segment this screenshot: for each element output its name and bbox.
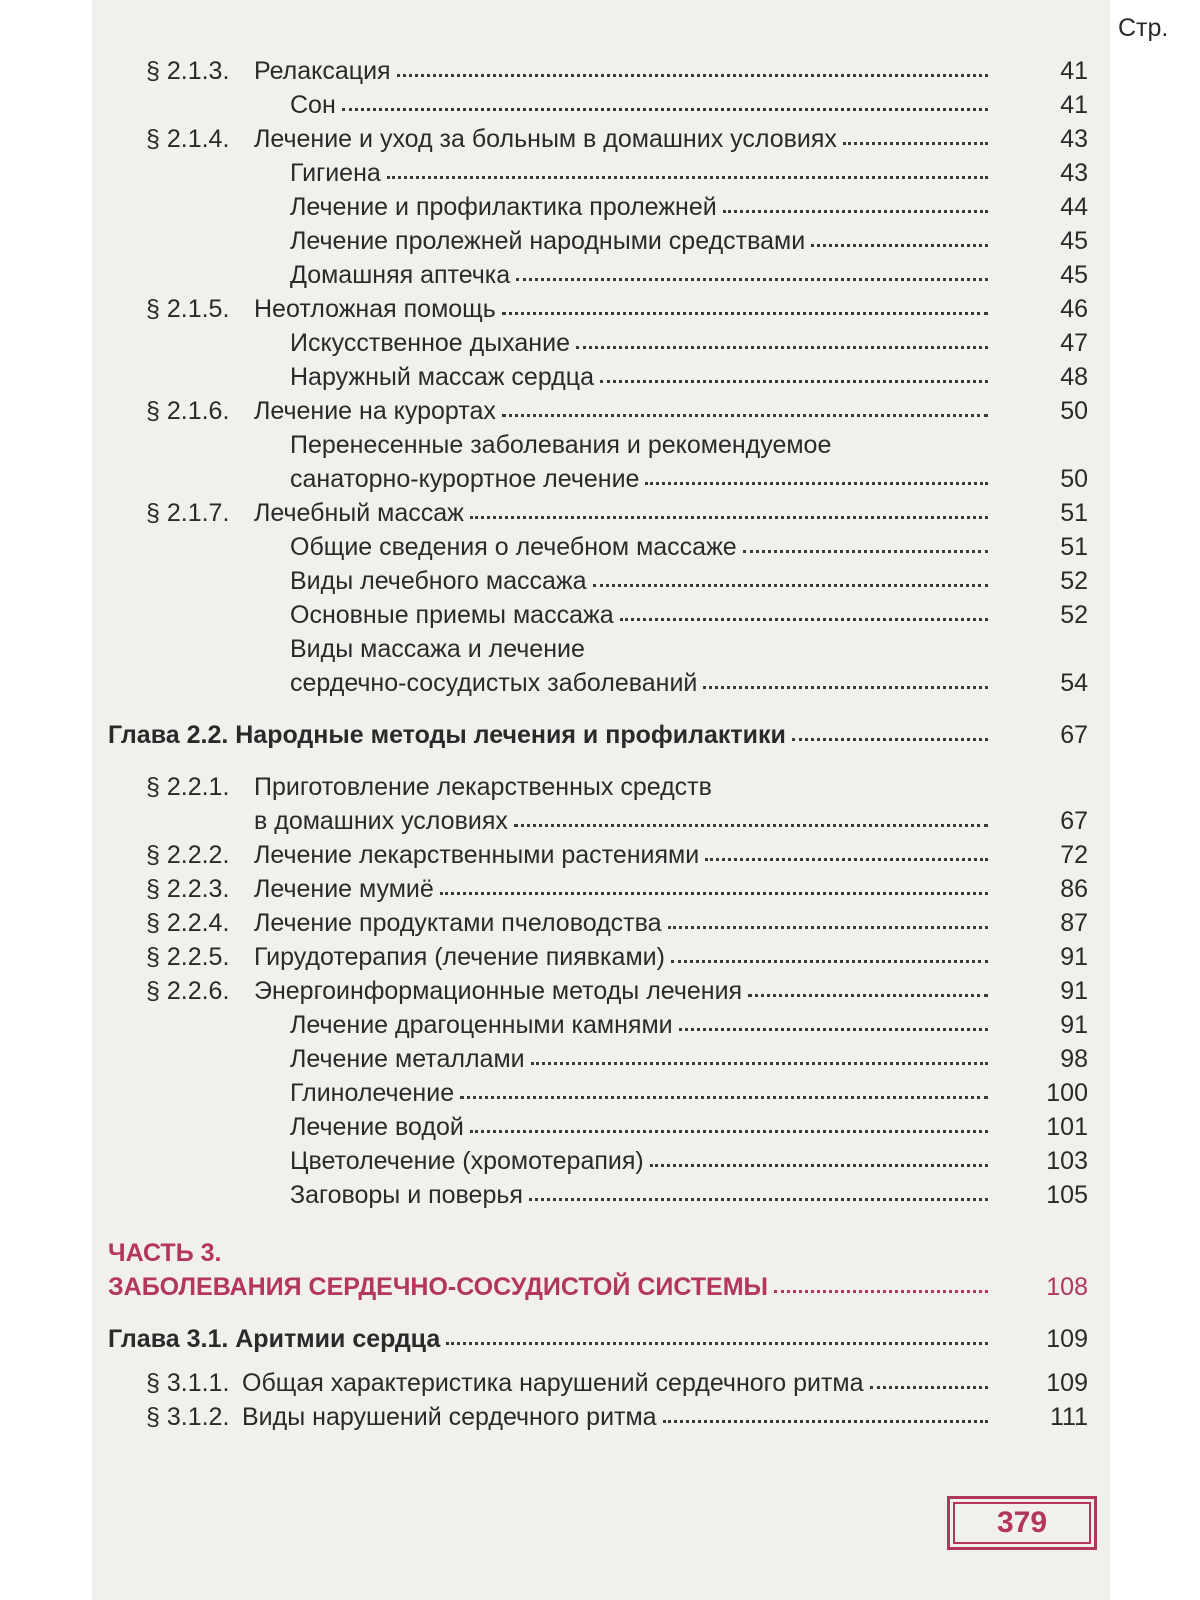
entry-title: Виды лечебного массажа — [290, 567, 587, 595]
toc-entry[interactable] — [92, 54, 1110, 88]
dot-leader — [593, 582, 988, 587]
page-number: 91 — [1060, 1011, 1088, 1039]
entry-title: Лечение водой — [290, 1113, 464, 1141]
dot-leader — [620, 616, 988, 621]
page-number: 45 — [1060, 227, 1088, 255]
chapter-entry[interactable] — [92, 1322, 1110, 1356]
section-number: § 2.1.6. — [146, 397, 230, 425]
page-number: 41 — [1060, 91, 1088, 119]
toc-subentry[interactable] — [92, 1076, 1110, 1110]
entry-title: Перенесенные заболевания и рекомендуемое — [290, 431, 832, 459]
section-number: § 2.1.7. — [146, 499, 230, 527]
dot-leader — [470, 514, 988, 519]
dot-leader — [703, 684, 988, 689]
page-number: 50 — [1060, 397, 1088, 425]
page-number: 108 — [1046, 1273, 1088, 1301]
dot-leader — [440, 890, 988, 895]
page-number: 54 — [1060, 669, 1088, 697]
entry-title: Виды нарушений сердечного ритма — [242, 1403, 657, 1431]
entry-title: Сон — [290, 91, 336, 119]
page-number: 103 — [1046, 1147, 1088, 1175]
page-number: 67 — [1060, 721, 1088, 749]
entry-title: Виды массажа и лечение — [290, 635, 585, 663]
dot-leader — [723, 208, 988, 213]
toc-subentry[interactable] — [92, 564, 1110, 598]
entry-title: Приготовление лекарственных средств — [254, 773, 712, 801]
page-number: 45 — [1060, 261, 1088, 289]
section-number: § 2.2.4. — [146, 909, 230, 937]
toc-entry-line1[interactable] — [92, 770, 1110, 804]
toc-entry[interactable] — [92, 838, 1110, 872]
section-number: § 2.1.4. — [146, 125, 230, 153]
dot-leader — [342, 106, 988, 111]
entry-title: Неотложная помощь — [254, 295, 496, 323]
dot-leader — [650, 1162, 988, 1167]
dot-leader — [387, 174, 988, 179]
chapter-entry[interactable] — [92, 718, 1110, 752]
page-number: 51 — [1060, 533, 1088, 561]
dot-leader — [446, 1340, 988, 1345]
page-number: 52 — [1060, 567, 1088, 595]
toc-subentry[interactable] — [92, 598, 1110, 632]
part-entry[interactable] — [92, 1270, 1110, 1304]
section-number: § 2.2.2. — [146, 841, 230, 869]
toc-subentry[interactable] — [92, 360, 1110, 394]
toc-subentry-line2[interactable] — [92, 666, 1110, 700]
entry-title: Цветолечение (хромотерапия) — [290, 1147, 644, 1175]
entry-title: Заговоры и поверья — [290, 1181, 523, 1209]
entry-title: Основные приемы массажа — [290, 601, 614, 629]
entry-title: санаторно-курортное лечение — [290, 465, 640, 493]
entry-title: Общая характеристика нарушений сердечного ритма — [242, 1369, 864, 1397]
dot-leader — [470, 1128, 988, 1133]
page-number-box: 379 — [947, 1496, 1097, 1550]
toc-subentry-line2[interactable] — [92, 462, 1110, 496]
dot-leader — [811, 242, 988, 247]
toc-subentry-line1[interactable] — [92, 428, 1110, 462]
entry-title: Лечение и уход за больным в домашних условиях — [254, 125, 837, 153]
entry-title: Наружный массаж сердца — [290, 363, 594, 391]
dot-leader — [679, 1026, 988, 1031]
page-number: 51 — [1060, 499, 1088, 527]
entry-title: Лечебный массаж — [254, 499, 464, 527]
page-number: 100 — [1046, 1079, 1088, 1107]
toc-subentry[interactable] — [92, 1144, 1110, 1178]
section-number: § 3.1.2. — [146, 1403, 230, 1431]
dot-leader — [843, 140, 988, 145]
toc-entry[interactable] — [92, 1400, 1110, 1434]
dot-leader — [600, 378, 988, 383]
chapter-title: Глава 2.2. Народные методы лечения и профилактики — [108, 721, 786, 749]
entry-title: в домашних условиях — [254, 807, 508, 835]
page-number: 43 — [1060, 159, 1088, 187]
page-number: 67 — [1060, 807, 1088, 835]
toc-subentry[interactable] — [92, 326, 1110, 360]
toc-subentry[interactable] — [92, 1042, 1110, 1076]
page-number: 48 — [1060, 363, 1088, 391]
dot-leader — [516, 276, 988, 281]
page-column-label: Стр. — [1118, 14, 1169, 42]
entry-title: Лечение драгоценными камнями — [290, 1011, 673, 1039]
page-number: 52 — [1060, 601, 1088, 629]
entry-title: Гигиена — [290, 159, 381, 187]
page-number: 87 — [1060, 909, 1088, 937]
entry-title: Лечение мумиё — [254, 875, 434, 903]
dot-leader — [502, 412, 988, 417]
page-number: 111 — [1049, 1403, 1088, 1431]
entry-title: Лечение продуктами пчеловодства — [254, 909, 662, 937]
entry-title: Лечение на курортах — [254, 397, 496, 425]
section-number: § 2.1.5. — [146, 295, 230, 323]
toc-subentry[interactable] — [92, 1008, 1110, 1042]
page-number: 47 — [1060, 329, 1088, 357]
dot-leader — [668, 924, 988, 929]
section-number: § 3.1.1. — [146, 1369, 230, 1397]
entry-title: Гирудотерапия (лечение пиявками) — [254, 943, 665, 971]
toc-subentry-line1[interactable] — [92, 632, 1110, 666]
entry-title: Домашняя аптечка — [290, 261, 511, 289]
page-number: 105 — [1046, 1181, 1088, 1209]
dot-leader — [870, 1384, 989, 1389]
toc-entry[interactable] — [92, 292, 1110, 326]
page-number: 86 — [1060, 875, 1088, 903]
dot-leader — [645, 480, 988, 485]
toc-entry[interactable] — [92, 974, 1110, 1008]
entry-title: Лечение металлами — [290, 1045, 525, 1073]
entry-title: Энергоинформационные методы лечения — [254, 977, 743, 1005]
toc-entry[interactable] — [92, 872, 1110, 906]
page-number: 91 — [1060, 977, 1088, 1005]
toc-entry[interactable] — [92, 122, 1110, 156]
toc-subentry[interactable] — [92, 1178, 1110, 1212]
toc-subentry[interactable] — [92, 190, 1110, 224]
dot-leader — [460, 1094, 988, 1099]
book-page — [92, 0, 1169, 1600]
page-number: 43 — [1060, 125, 1088, 153]
dot-leader — [748, 992, 988, 997]
dot-leader — [576, 344, 988, 349]
part-heading: ЧАСТЬ 3. — [108, 1239, 222, 1267]
page-number: 98 — [1060, 1045, 1088, 1073]
entry-title: сердечно-сосудистых заболеваний — [290, 669, 698, 697]
dot-leader — [705, 856, 988, 861]
entry-title: Лечение пролежней народными средствами — [290, 227, 806, 255]
section-number: § 2.2.1. — [146, 773, 230, 801]
toc-entry[interactable] — [92, 906, 1110, 940]
page-number: 50 — [1060, 465, 1088, 493]
dot-leader — [663, 1418, 988, 1423]
entry-title: Искусственное дыхание — [290, 329, 570, 357]
page-number: 72 — [1060, 841, 1088, 869]
section-number: § 2.2.3. — [146, 875, 230, 903]
toc-entry[interactable] — [92, 394, 1110, 428]
dot-leader — [792, 736, 988, 741]
dot-leader — [502, 310, 988, 315]
page-number: 109 — [1046, 1369, 1088, 1397]
entry-title: Лечение и профилактика пролежней — [290, 193, 717, 221]
toc-entry-line2[interactable] — [92, 804, 1110, 838]
entry-title: Лечение лекарственными растениями — [254, 841, 700, 869]
dot-leader — [774, 1288, 988, 1293]
page-number: 91 — [1060, 943, 1088, 971]
entry-title: Релаксация — [254, 57, 391, 85]
dot-leader — [514, 822, 988, 827]
entry-title: Глинолечение — [290, 1079, 455, 1107]
page-number: 41 — [1060, 57, 1088, 85]
page-number: 101 — [1046, 1113, 1088, 1141]
chapter-title: Глава 3.1. Аритмии сердца — [108, 1325, 441, 1353]
page-number: 46 — [1060, 295, 1088, 323]
toc-entry[interactable] — [92, 1366, 1110, 1400]
dot-leader — [671, 958, 988, 963]
toc-subentry[interactable] — [92, 224, 1110, 258]
page-number: 44 — [1060, 193, 1088, 221]
part-title: ЗАБОЛЕВАНИЯ СЕРДЕЧНО-СОСУДИСТОЙ СИСТЕМЫ — [108, 1273, 769, 1301]
toc-subentry[interactable] — [92, 88, 1110, 122]
dot-leader — [397, 72, 988, 77]
section-number: § 2.1.3. — [146, 57, 230, 85]
page-number: 109 — [1046, 1325, 1088, 1353]
dot-leader — [529, 1196, 988, 1201]
dot-leader — [531, 1060, 988, 1065]
toc-subentry[interactable] — [92, 156, 1110, 190]
toc-entry[interactable] — [92, 496, 1110, 530]
toc-subentry[interactable] — [92, 1110, 1110, 1144]
toc-subentry[interactable] — [92, 530, 1110, 564]
section-number: § 2.2.6. — [146, 977, 230, 1005]
dot-leader — [743, 548, 988, 553]
toc-subentry[interactable] — [92, 258, 1110, 292]
section-number: § 2.2.5. — [146, 943, 230, 971]
entry-title: Общие сведения о лечебном массаже — [290, 533, 737, 561]
toc-entry[interactable] — [92, 940, 1110, 974]
